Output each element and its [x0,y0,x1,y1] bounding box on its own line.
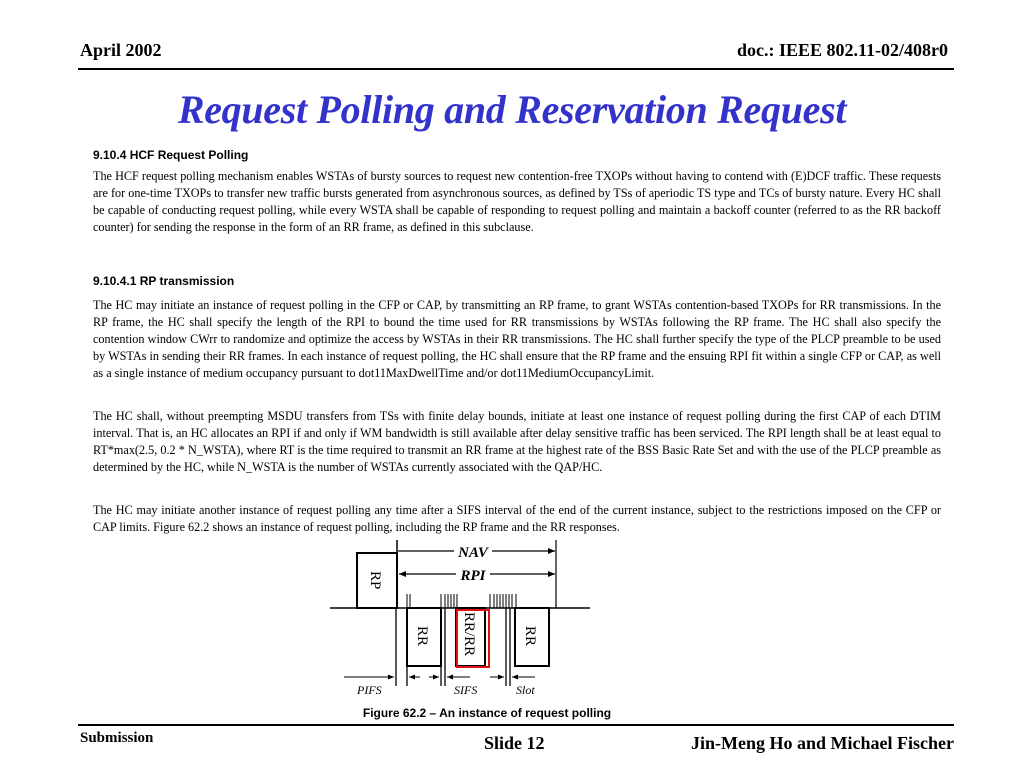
rr-collision-label: RR/RR [461,612,477,657]
rp-frame-label: RP [367,571,383,590]
section-heading-rp-transmission: 9.10.4.1 RP transmission [93,274,235,288]
footer-submission: Submission [80,730,154,746]
header-date: April 2002 [80,40,162,60]
nav-arrowhead-icon [548,548,555,554]
paragraph-rp-another: The HC may initiate another instance of request polling any time after a SIFS interval of the end of the current instance, subject to the restrictions imposed on the CFP or CAP limits. Figure 62.2 shows an instance of request polling, including the RP frame and the RR responses. [93,503,941,534]
slide-title: Request Polling and Reservation Request [177,87,847,132]
paragraph-hcf-intro: The HCF request polling mechanism enables WSTAs of bursty sources to request new contention-free TXOPs without having to contend with (E)DCF traffic. These requests are for one-time TXOPs to transfer new traffic bursts generated from asynchronous sources, as defined by TSs of aperiodic TS type and TCs of bursty nature. Every HC shall be capable of conducting request polling, while every WSTA shall be capable of responding to request polling and maintain a backoff counter (referred to as the RR backoff counter) for sending the response in the form of an RR frame, as defined in this subclause. [93,169,941,234]
rr-frame-label-1: RR [414,626,430,647]
request-polling-timing-diagram [330,538,600,703]
pifs-label: PIFS [357,683,382,697]
sifs-label: SIFS [454,683,478,697]
slot-label: Slot [516,683,535,697]
rpi-label: RPI [460,568,486,584]
nav-label: NAV [458,545,488,561]
paragraph-rp-dtim: The HC shall, without preempting MSDU transfers from TSs with finite delay bounds, initiate at least one instance of request polling during the first CAP of each DTIM interval. That is, an HC allocates an RPI if and only if WM bandwidth is still available after delay sensitive traffic has been serviced. The RPI length shall be at least equal to RT*max(2.5, 0.2 * N_WSTA), where RT is the time required to transmit an RR frame at the highest rate of the BSS Basic Rate Set and with the use of the PLCP preamble as determined by the HC, while N_WSTA is the number of WSTAs currently associated with the QAP/HC. [93,409,941,474]
footer-divider [78,724,954,726]
figure-caption [0,706,1024,720]
slot-tick-marks [407,594,516,608]
footer-authors: Jin-Meng Ho and Michael Fischer [691,733,954,753]
section-heading-hcf-request-polling: 9.10.4 HCF Request Polling [93,148,249,162]
footer-slide-number: Slide 12 [484,733,545,753]
rr-frame-label-2: RR [522,626,538,647]
rpi-arrowhead-right-icon [548,571,555,577]
header-divider [78,68,954,70]
header-doc-id: doc.: IEEE 802.11-02/408r0 [736,40,948,60]
figure-caption-text: Figure 62.2 – An instance of request polling [362,706,612,720]
paragraph-rp-initiate: The HC may initiate an instance of request polling in the CFP or CAP, by transmitting an RP frame, to grant WSTAs contention-based TXOPs for RR transmissions. In the RP frame, the HC shall specify the length of the RPI to bound the time used for RR transmissions by WSTAs following the RP frame. The HC shall also specify the contention window CWrr to randomize and optimize the access by WSTAs in their RR transmissions. The HC shall further specify the type of the PLCP preamble to be used by WSTAs in sending their RR frames. In each instance of request polling, the HC shall ensure that the RP frame and the ensuing RPI fit within a single CFP or CAP, as well as a single instance of medium occupancy pursuant to dot11MaxDwellTime and/or dot11MediumOccupancyLimit. [93,298,941,380]
rpi-arrowhead-left-icon [399,571,406,577]
